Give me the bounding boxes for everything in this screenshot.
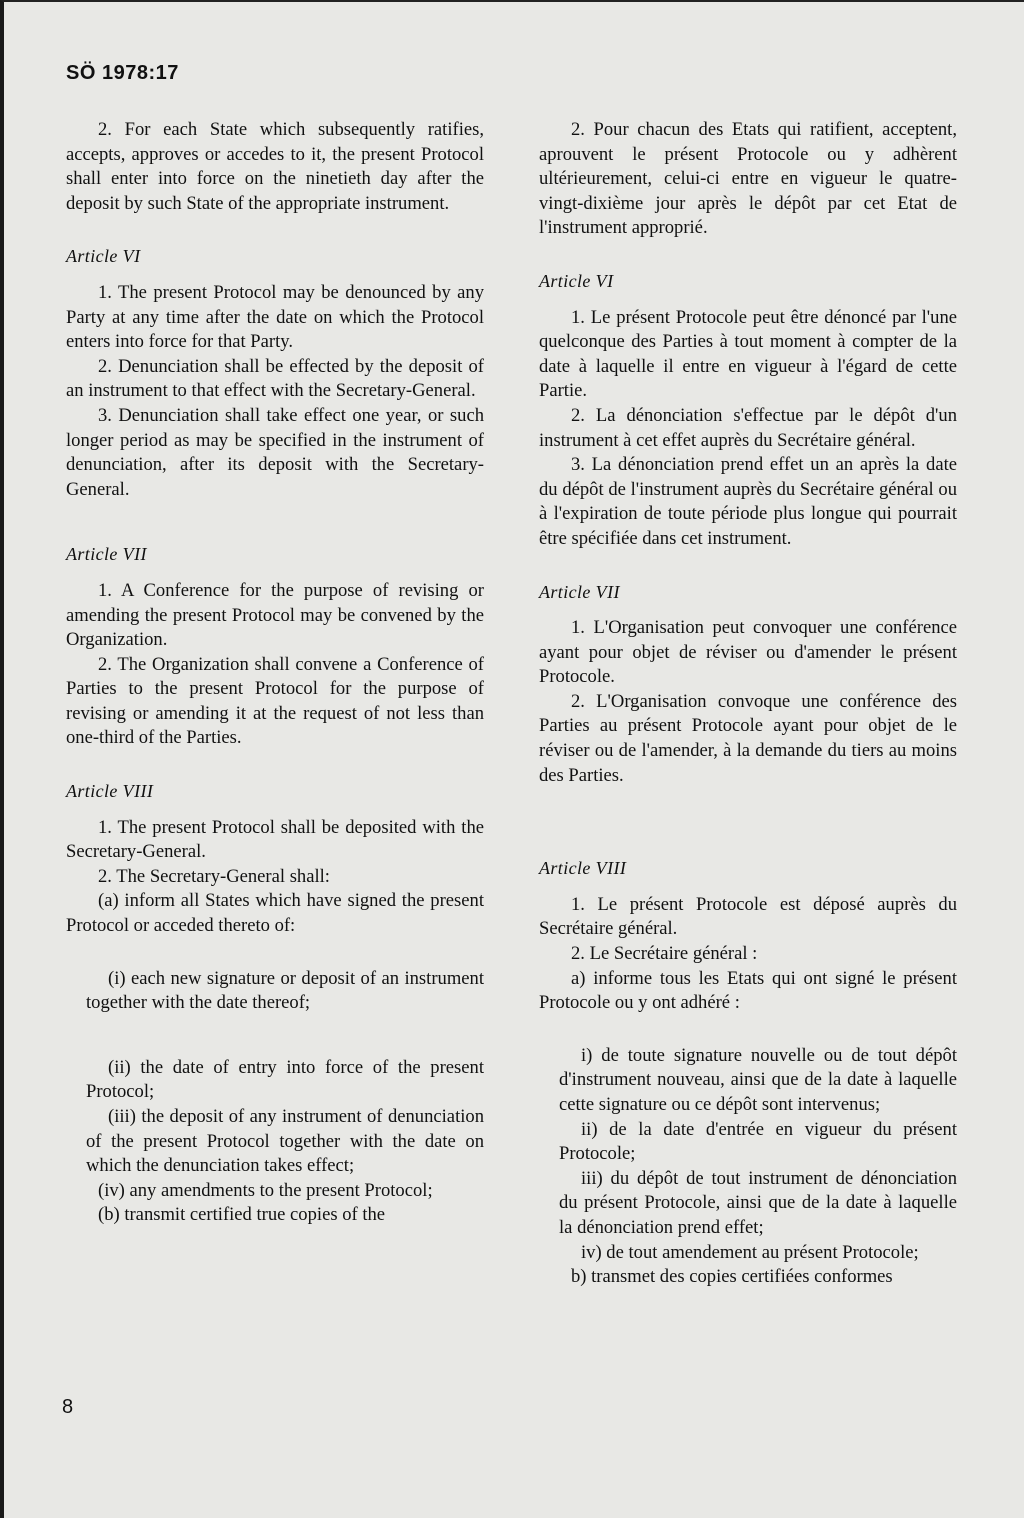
- fr-article-6-paragraph-1: 1. Le présent Protocole peut être dénoncé par l'une quelconque des Parties à tout moment à compter de la date à laquelle il entre en vigueur à l'égard de cette Partie.: [539, 306, 957, 402]
- fr-article-7-paragraph-1: 1. L'Organisation peut convoquer une conférence ayant pour objet de réviser ou d'amender le présent Protocole.: [539, 617, 957, 688]
- fr-article-7-paragraph-2: 2. L'Organisation convoque une conférence des Parties au présent Protocole ayant pour objet de le réviser ou de l'amender, à la demande du tiers au moins des Parties.: [539, 690, 957, 786]
- en-article-8-paragraph-2: 2. The Secretary-General shall:: [98, 865, 330, 887]
- en-article-8-item-i: (i) each new signature or deposit of an instrument together with the date thereof;: [86, 967, 484, 1014]
- fr-article-8-item-iii: iii) du dépôt de tout instrument de dénonciation du présent Protocole, ainsi que de la date à laquelle la dénonciation prend effet;: [559, 1167, 957, 1238]
- en-article-6-paragraph-2: 2. Denunciation shall be effected by the deposit of an instrument to that effect with the Secretary-General.: [66, 355, 484, 402]
- fr-article-5-paragraph-2: 2. Pour chacun des Etats qui ratifient, acceptent, aprouvent le présent Protocole ou y adhèrent ultérieurement, celui-ci entre en vigueur le quatre-vingt-dixième jour après le dépôt par cet Etat de l'instrument approprié.: [539, 119, 957, 239]
- en-article-8-item-iii: (iii) the deposit of any instrument of denunciation of the present Protocol together with the date on which the denunciation takes effect;: [86, 1106, 484, 1177]
- en-article-6-paragraph-1: 1. The present Protocol may be denounced by any Party at any time after the date on which the Protocol enters into force for that Party.: [66, 281, 484, 353]
- page-number: 8: [62, 1396, 74, 1418]
- english-column: [66, 118, 484, 1228]
- fr-article-6-heading: Article VI: [539, 270, 614, 291]
- en-article-8-paragraph-1: 1. The present Protocol shall be deposited with the Secretary-General.: [66, 816, 484, 863]
- en-article-8-item-iv: (iv) any amendments to the present Protocol;: [98, 1179, 433, 1201]
- fr-article-8-heading: Article VIII: [539, 858, 627, 879]
- en-article-5-paragraph-2: 2. For each State which subsequently ratifies, accepts, approves or accedes to it, the present Protocol shall enter into force on the ninetieth day after the deposit by such State of the appropriate instrument.: [66, 119, 484, 214]
- fr-article-8-item-iv: iv) de tout amendement au présent Protocole;: [581, 1241, 919, 1263]
- en-article-6-paragraph-3: 3. Denunciation shall take effect one year, or such longer period as may be specified in the instrument of denunciation, after its deposit with the Secretary-General.: [66, 404, 484, 500]
- fr-article-8-item-b: b) transmet des copies certifiées conformes: [571, 1266, 893, 1288]
- en-article-7-paragraph-1: 1. A Conference for the purpose of revising or amending the present Protocol may be convened by the Organization.: [66, 579, 484, 651]
- en-article-8-heading: Article VIII: [66, 781, 154, 802]
- en-article-6-heading: Article VI: [66, 246, 141, 267]
- fr-article-8-paragraph-1: 1. Le présent Protocole est déposé auprès du Secrétaire général.: [539, 893, 957, 940]
- french-column: [539, 118, 957, 1290]
- en-article-8-item-b: (b) transmit certified true copies of the: [98, 1204, 386, 1226]
- en-article-8-item-a: (a) inform all States which have signed the present Protocol or acceded thereto of:: [66, 890, 484, 937]
- fr-article-8-item-i: i) de toute signature nouvelle ou de tout dépôt d'instrument nouveau, ainsi que de la date à laquelle cette signature ou ce dépôt sont intervenus;: [559, 1044, 957, 1115]
- fr-article-8-paragraph-2: 2. Le Secrétaire général :: [571, 943, 758, 965]
- fr-article-8-item-ii: ii) de la date d'entrée en vigueur du présent Protocole;: [559, 1118, 957, 1165]
- document-header: SÖ 1978:17: [66, 62, 179, 84]
- fr-article-7-heading: Article VII: [539, 581, 620, 602]
- en-article-8-item-ii: (ii) the date of entry into force of the present Protocol;: [86, 1056, 484, 1103]
- en-article-7-paragraph-2: 2. The Organization shall convene a Conference of Parties to the present Protocol for the purpose of revising or amending it at the request of not less than one-third of the Parties.: [66, 653, 484, 749]
- fr-article-6-paragraph-2: 2. La dénonciation s'effectue par le dépôt d'un instrument à cet effet auprès du Secrétaire général.: [539, 404, 957, 451]
- en-article-7-heading: Article VII: [66, 544, 147, 565]
- fr-article-8-item-a: a) informe tous les Etats qui ont signé le présent Protocole ou y ont adhéré :: [539, 967, 957, 1014]
- fr-article-6-paragraph-3: 3. La dénonciation prend effet un an après la date du dépôt de l'instrument auprès du Secrétaire général ou à l'expiration de toute période plus longue qui pourrait être spécifiée dans cet instrument.: [539, 454, 957, 549]
